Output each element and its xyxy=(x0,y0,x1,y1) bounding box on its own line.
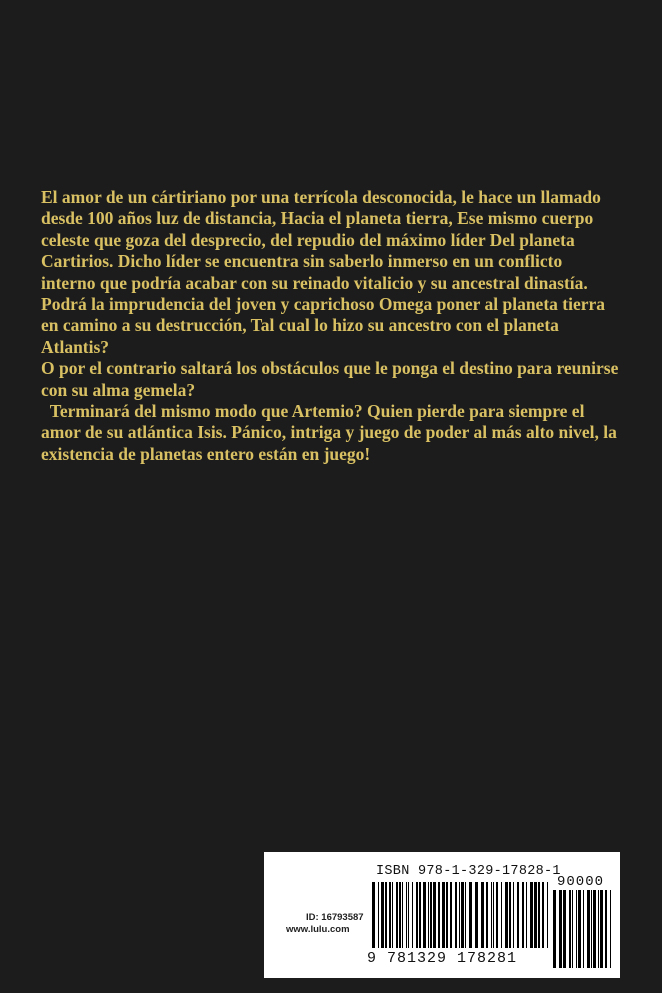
isbn-text: ISBN 978-1-329-17828-1 xyxy=(376,864,561,879)
price-addon-barcode-bars xyxy=(553,890,611,968)
isbn-barcode-bars xyxy=(372,882,550,948)
publisher-website: www.lulu.com xyxy=(286,924,350,935)
blurb-paragraph: El amor de un cártiriano por una terrícola desconocida, le hace un llamado desde 100 años luz de distancia, Hacia el planeta tierra, Ese mismo cuerpo celeste que goza del desprecio, del repudio del máximo líder Del planeta Cartirios. Dicho líder se encuentra sin saberlo inmerso en un conflicto interno que podría acabar con su reinado vitalicio y su ancestral dinastía. xyxy=(41,187,601,293)
blurb-paragraph: Terminará del mismo modo que Artemio? Quien pierde para siempre el amor de su atlántica Isis. Pánico, intriga y juego de poder al más alto nivel, la existencia de planetas entero están en juego! xyxy=(41,401,622,464)
publisher-id: ID: 16793587 xyxy=(306,912,364,923)
back-cover-blurb xyxy=(41,187,621,465)
barcode-label xyxy=(264,852,620,978)
barcode-digits: 9 781329 178281 xyxy=(367,950,518,967)
addon-digits: 90000 xyxy=(557,874,605,890)
blurb-paragraph: O por el contrario saltará los obstáculos que le ponga el destino para reunirse con su alma gemela? xyxy=(41,358,619,400)
publisher-id-block xyxy=(286,912,364,936)
blurb-paragraph: Podrá la imprudencia del joven y caprichoso Omega poner al planeta tierra en camino a su destrucción, Tal cual lo hizo su ancestro con el planeta Atlantis? xyxy=(41,294,606,357)
